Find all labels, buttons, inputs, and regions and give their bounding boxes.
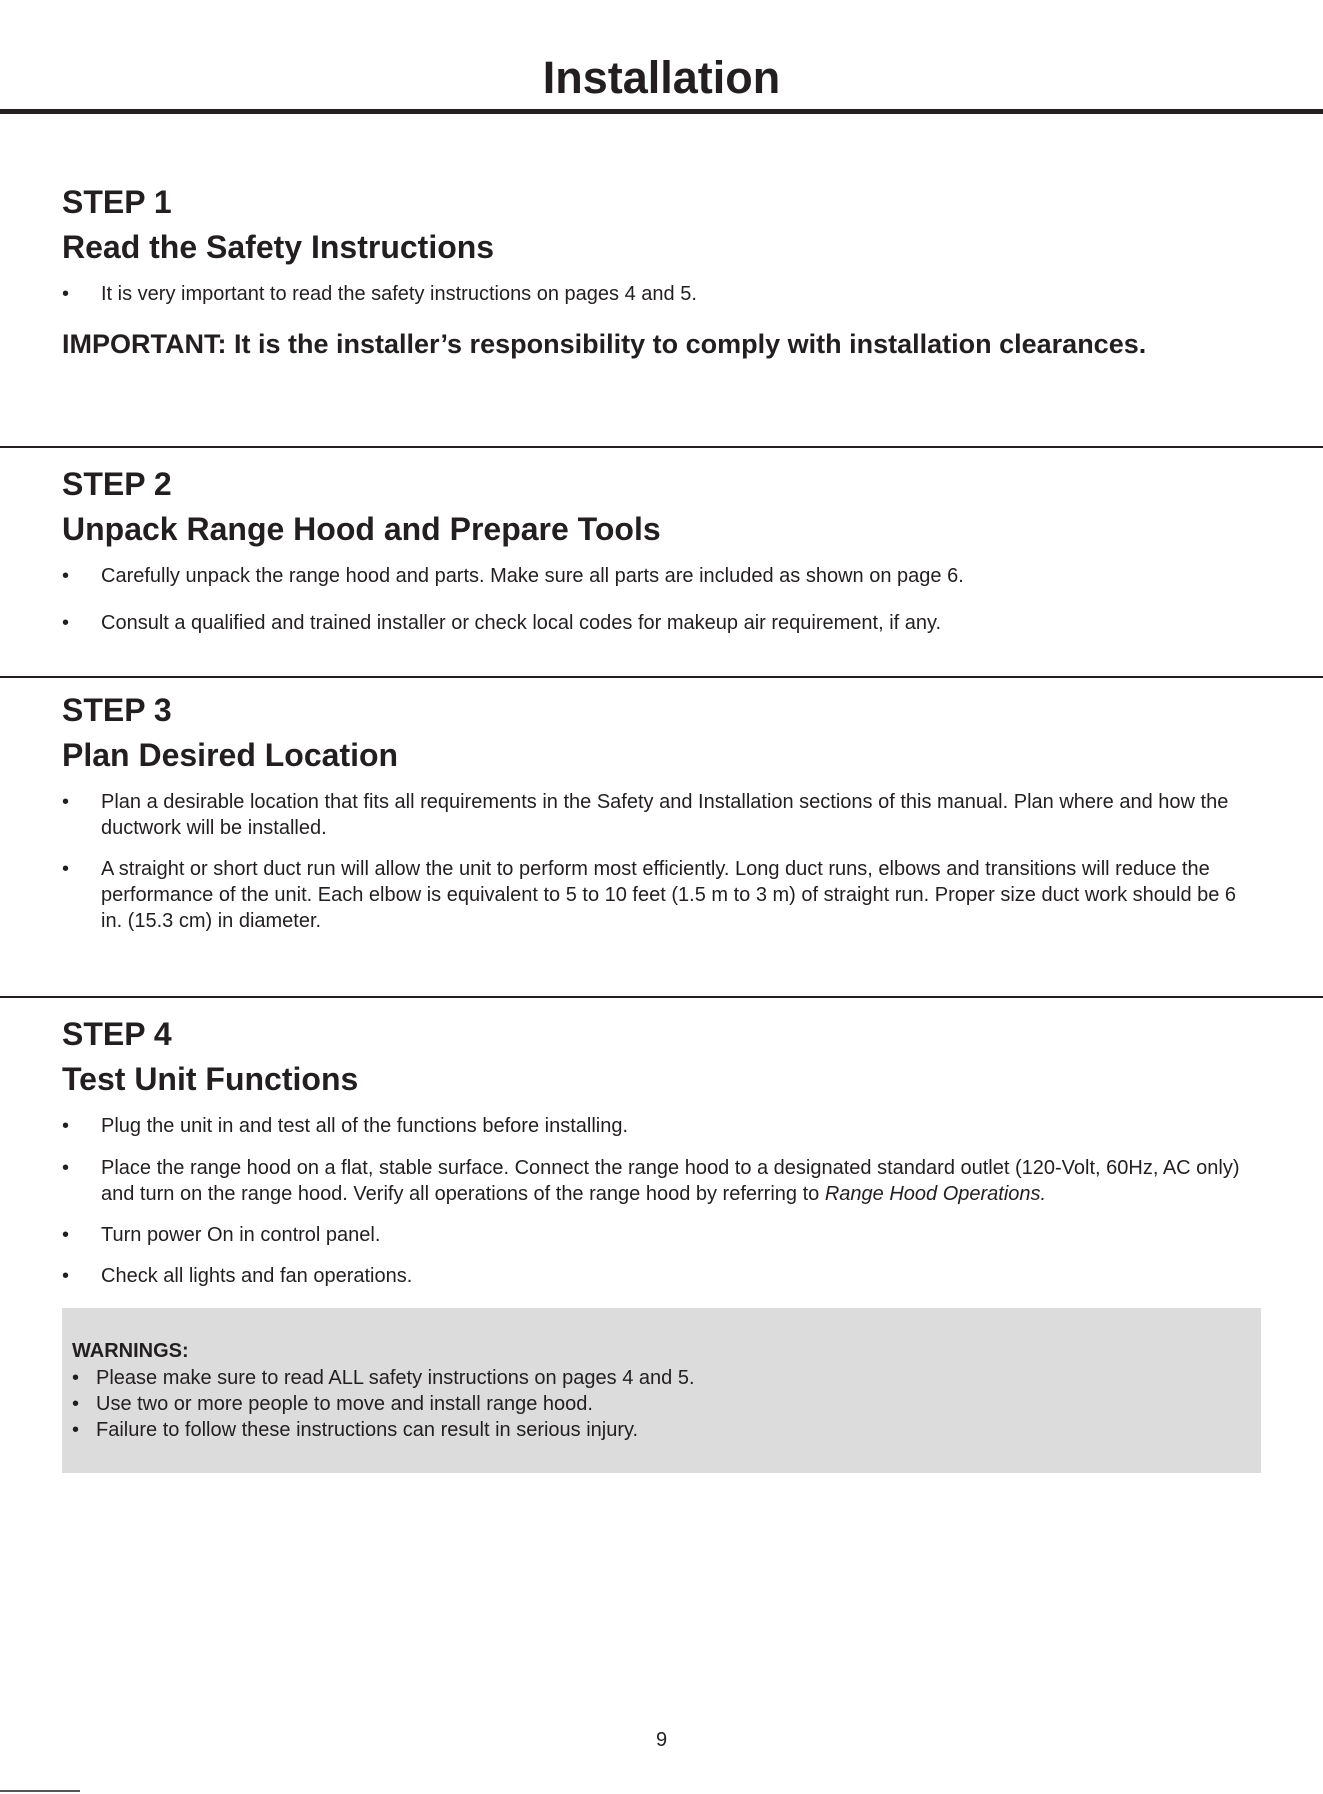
step3-number: STEP 3 — [62, 692, 172, 728]
bullet-dot: • — [72, 1419, 80, 1441]
page-number: 9 — [655, 1729, 668, 1751]
bullet-dot: • — [72, 1367, 80, 1389]
bullet-dot: • — [62, 1115, 70, 1137]
bullet-text: Carefully unpack the range hood and parts. Make sure all parts are included as shown on page 6. — [101, 565, 964, 587]
bullet-dot: • — [72, 1393, 80, 1415]
step1-title: Read the Safety Instructions — [62, 229, 495, 265]
title-divider — [0, 109, 1323, 114]
step4-bullet-2 — [62, 1155, 1262, 1207]
bullet-dot: • — [62, 283, 70, 305]
bullet-text-main: Place the range hood on a flat, stable surface. Connect the range hood to a designated standard outlet (120-Volt, 60Hz, AC only) and turn on the range hood. Verify all operations of the range hood by referring to — [101, 1157, 1240, 1205]
warning-text: Failure to follow these instructions can result in serious injury. — [96, 1419, 639, 1441]
bullet-text: Turn power On in control panel. — [101, 1224, 381, 1246]
bullet-dot: • — [62, 791, 70, 813]
range-hood-operations-reference: Range Hood Operations. — [824, 1183, 1047, 1205]
bullet-dot: • — [62, 1157, 70, 1179]
warnings-title: WARNINGS: — [72, 1340, 189, 1362]
bullet-dot: • — [62, 565, 70, 587]
step3-bullet-1 — [62, 789, 1262, 841]
step3-bullet-2 — [62, 856, 1262, 934]
step4-bullet-1 — [62, 1113, 1262, 1139]
step2-bullet-2 — [62, 610, 1262, 636]
bullet-text: A straight or short duct run will allow the unit to perform most efficiently. Long duct runs, elbows and transitions will reduce the performance of the unit. Each elbow is equivalent to 5 to 10 feet (1.5 m to 3 m) of straight run. Proper size duct work should be 6 in. (15.3 cm) in diameter. — [101, 858, 1237, 932]
warning-item — [72, 1365, 695, 1391]
step4-bullet-4 — [62, 1263, 1262, 1289]
section-divider — [0, 446, 1323, 448]
step4-title: Test Unit Functions — [62, 1061, 359, 1097]
warning-text: Use two or more people to move and install range hood. — [96, 1393, 593, 1415]
bullet-text: Plan a desirable location that fits all requirements in the Safety and Installation sections of this manual. Plan where and how the ductwork will be installed. — [101, 791, 1229, 839]
step4-number: STEP 4 — [62, 1016, 172, 1052]
page-title: Installation — [542, 52, 781, 103]
section-divider — [0, 676, 1323, 678]
step1-bullet-1 — [62, 281, 1262, 307]
warnings-box — [62, 1308, 1261, 1473]
section-divider — [0, 996, 1323, 998]
warning-item — [72, 1391, 593, 1417]
step3-title: Plan Desired Location — [62, 737, 399, 773]
bullet-text: Consult a qualified and trained installer or check local codes for makeup air requirement, if any. — [101, 612, 942, 634]
bullet-text: It is very important to read the safety instructions on pages 4 and 5. — [101, 283, 697, 305]
step2-bullet-1 — [62, 563, 1262, 589]
bullet-text — [101, 1155, 1262, 1207]
corner-mark — [0, 1790, 80, 1792]
bullet-dot: • — [62, 858, 70, 880]
bullet-dot: • — [62, 612, 70, 634]
bullet-text: Plug the unit in and test all of the functions before installing. — [101, 1115, 629, 1137]
warning-item — [72, 1417, 638, 1443]
step2-number: STEP 2 — [62, 466, 172, 502]
step1-number: STEP 1 — [62, 184, 172, 220]
warning-text: Please make sure to read ALL safety instructions on pages 4 and 5. — [96, 1367, 695, 1389]
step2-title: Unpack Range Hood and Prepare Tools — [62, 511, 661, 547]
bullet-dot: • — [62, 1224, 70, 1246]
bullet-text: Check all lights and fan operations. — [101, 1265, 413, 1287]
important-notice: IMPORTANT: It is the installer’s responsibility to comply with installation clearances. — [62, 329, 1147, 359]
step4-bullet-3 — [62, 1222, 1262, 1248]
bullet-dot: • — [62, 1265, 70, 1287]
